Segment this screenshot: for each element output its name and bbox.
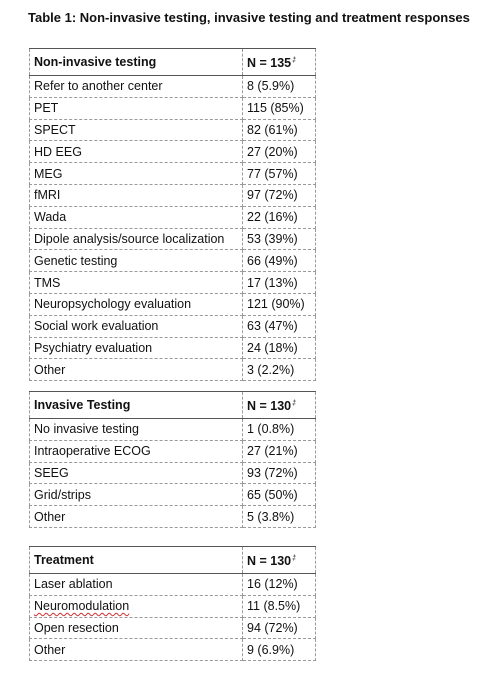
row-value: 94 (72%) — [243, 617, 316, 639]
row-label: Wada — [30, 206, 243, 228]
header-label: Non-invasive testing — [30, 49, 243, 76]
row-value: 1 (0.8%) — [243, 419, 316, 441]
header-count-text: N = 130 — [247, 554, 292, 568]
row-label: SPECT — [30, 119, 243, 141]
header-count — [243, 49, 316, 76]
row-value: 93 (72%) — [243, 462, 316, 484]
row-value: 65 (50%) — [243, 484, 316, 506]
footnote-marker: ‡ — [292, 57, 297, 64]
footnote-marker: ‡ — [292, 400, 297, 407]
table-row — [30, 163, 316, 185]
row-value: 53 (39%) — [243, 228, 316, 250]
row-value: 17 (13%) — [243, 272, 316, 294]
table-caption: Table 1: Non-invasive testing, invasive testing and treatment responses — [28, 10, 470, 25]
row-value: 63 (47%) — [243, 315, 316, 337]
row-label: No invasive testing — [30, 419, 243, 441]
table-row — [30, 184, 316, 206]
treatment-table — [29, 546, 316, 661]
table-row — [30, 595, 316, 617]
row-label: PET — [30, 97, 243, 119]
row-label: Refer to another center — [30, 76, 243, 98]
table-row — [30, 293, 316, 315]
row-value: 77 (57%) — [243, 163, 316, 185]
row-label: Intraoperative ECOG — [30, 440, 243, 462]
row-value: 27 (21%) — [243, 440, 316, 462]
header-count — [243, 547, 316, 574]
table-header-row — [30, 547, 316, 574]
row-label — [30, 595, 243, 617]
row-value: 5 (3.8%) — [243, 506, 316, 528]
row-label: Laser ablation — [30, 574, 243, 596]
table-row — [30, 119, 316, 141]
row-label: SEEG — [30, 462, 243, 484]
row-label: Other — [30, 639, 243, 661]
row-value: 8 (5.9%) — [243, 76, 316, 98]
table-row — [30, 337, 316, 359]
row-value: 97 (72%) — [243, 184, 316, 206]
row-label: TMS — [30, 272, 243, 294]
table-row — [30, 359, 316, 381]
row-label: Dipole analysis/source localization — [30, 228, 243, 250]
header-count-text: N = 130 — [247, 399, 292, 413]
row-value: 66 (49%) — [243, 250, 316, 272]
table-row — [30, 141, 316, 163]
table-row — [30, 250, 316, 272]
row-label: Neuropsychology evaluation — [30, 293, 243, 315]
table-row — [30, 506, 316, 528]
table-row — [30, 419, 316, 441]
row-value: 115 (85%) — [243, 97, 316, 119]
row-value: 3 (2.2%) — [243, 359, 316, 381]
non-invasive-testing-table — [29, 48, 316, 381]
row-label: HD EEG — [30, 141, 243, 163]
table-row — [30, 462, 316, 484]
table-row — [30, 315, 316, 337]
table-row — [30, 440, 316, 462]
row-label: Psychiatry evaluation — [30, 337, 243, 359]
row-value: 22 (16%) — [243, 206, 316, 228]
row-label: Other — [30, 506, 243, 528]
row-value: 11 (8.5%) — [243, 595, 316, 617]
row-value: 121 (90%) — [243, 293, 316, 315]
table-row — [30, 639, 316, 661]
table-header-row — [30, 49, 316, 76]
row-value: 24 (18%) — [243, 337, 316, 359]
invasive-testing-table — [29, 391, 316, 528]
table-row — [30, 206, 316, 228]
table-header-row — [30, 392, 316, 419]
table-row — [30, 484, 316, 506]
row-label: Grid/strips — [30, 484, 243, 506]
row-value: 9 (6.9%) — [243, 639, 316, 661]
row-label: MEG — [30, 163, 243, 185]
table-row — [30, 272, 316, 294]
spellcheck-flagged-word: Neuromodulation — [34, 599, 130, 614]
header-label: Treatment — [30, 547, 243, 574]
table-row — [30, 76, 316, 98]
row-value: 16 (12%) — [243, 574, 316, 596]
header-count — [243, 392, 316, 419]
row-label: Open resection — [30, 617, 243, 639]
row-label: Social work evaluation — [30, 315, 243, 337]
table-row — [30, 617, 316, 639]
table-row — [30, 97, 316, 119]
footnote-marker: ‡ — [292, 555, 297, 562]
table-row — [30, 228, 316, 250]
row-label: Other — [30, 359, 243, 381]
header-count-text: N = 135 — [247, 56, 292, 70]
header-label: Invasive Testing — [30, 392, 243, 419]
row-label: fMRI — [30, 184, 243, 206]
row-value: 27 (20%) — [243, 141, 316, 163]
row-value: 82 (61%) — [243, 119, 316, 141]
row-label: Genetic testing — [30, 250, 243, 272]
table-row — [30, 574, 316, 596]
